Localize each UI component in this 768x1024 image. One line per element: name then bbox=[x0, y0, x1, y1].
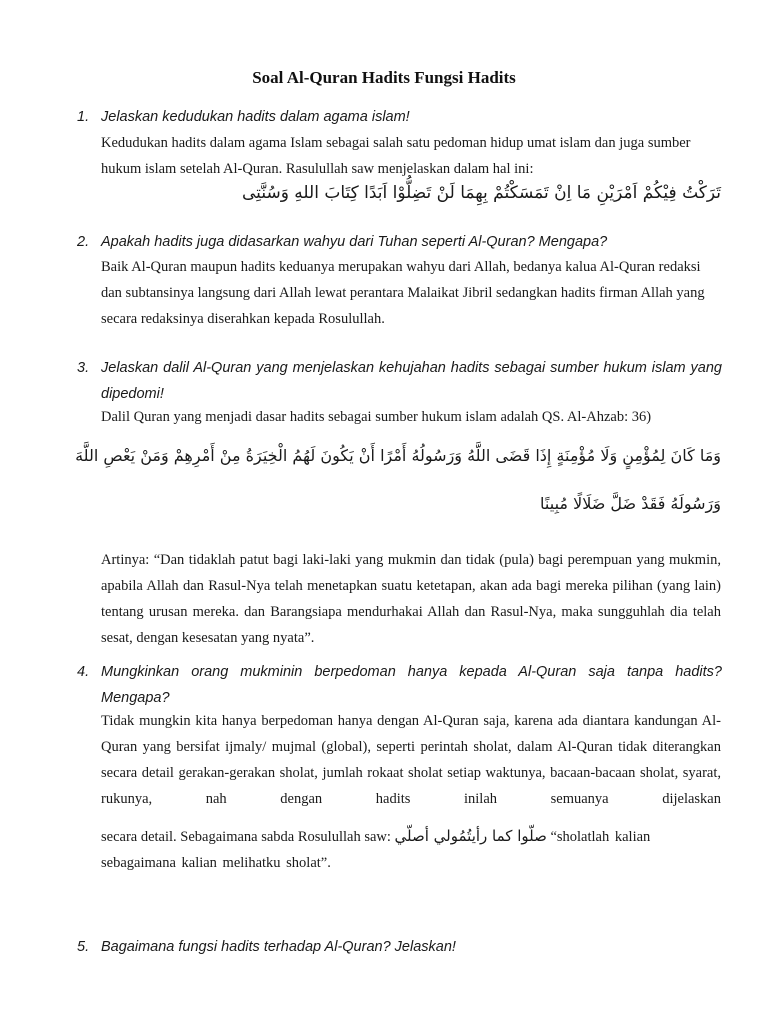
question-text: Bagaimana fungsi hadits terhadap Al-Quran? Jelaskan! bbox=[101, 939, 456, 955]
hadith-arabic-1: تَرَكْتُ فِيْكُمْ اَمْرَيْنِ مَا اِنْ تَمَسَكْتُمْ بِهِمَا لَنْ تَضِلُّوْا اَبَدًا كِتَابَ اللهِ وَسُنَّتِى bbox=[242, 183, 721, 203]
question-number: 3. bbox=[77, 360, 90, 376]
answer-3: Dalil Quran yang menjadi dasar hadits sebagai sumber hukum islam adalah QS. Al-Ahzab: 36) bbox=[101, 409, 652, 425]
document-title: Soal Al-Quran Hadits Fungsi Hadits bbox=[252, 68, 516, 87]
question-number: 4. bbox=[77, 664, 90, 680]
question-text: Mungkinkan orang mukminin berpedoman hanya kepada Al-Quran saja tanpa hadits? Mengapa? bbox=[101, 664, 722, 706]
answer-4: Tidak mungkin kita hanya berpedoman hanya dengan Al-Quran saja, karena ada diantara kandungan Al-Quran yang bersifat ijmaly/ mujmal (global), seperti perintah sholat, dalam Al-Quran tidak diterangkan secara detail gerakan-gerakan sholat, jumlah rokaat sholat setiap waktunya, bacaan-bacaan sholat, syarat, rukunya, nah dengan hadits inilah semuanya dijelaskan bbox=[101, 713, 721, 807]
question-5 bbox=[77, 934, 722, 960]
translation-3: Artinya: “Dan tidaklah patut bagi laki-laki yang mukmin dan tidak (pula) bagi perempuan yang mukmin, apabila Allah dan Rasul-Nya telah menetapkan suatu ketetapan, akan ada bagi mereka pilihan (yang lain) tentang urusan mereka. dan Barangsiapa mendurhakai Allah dan Rasul-Nya, maka sungguhlah dia telah sesat, dengan kesesatan yang nyata”. bbox=[101, 552, 721, 646]
question-number: 5. bbox=[77, 939, 90, 955]
answer-2: Baik Al-Quran maupun hadits keduanya merupakan wahyu dari Allah, bedanya kalua Al-Quran redaksi dan subtansinya langsung dari Allah lewat perantara Malaikat Jibril sedangkan hadits firman Allah yang secara redaksinya diserahkan kepada Rosulullah. bbox=[101, 259, 705, 327]
question-1 bbox=[77, 104, 722, 130]
quran-verse-line-2: وَرَسُولَهُ فَقَدْ ضَلَّ ضَلَالًا مُبِينًا bbox=[540, 494, 721, 513]
question-number: 1. bbox=[77, 109, 90, 125]
answer-4-prefix: secara detail. Sebagaimana sabda Rosulullah saw: bbox=[101, 829, 391, 845]
hadith-arabic-4: صلّوا كما رأيتُمُولي أصلّي bbox=[394, 827, 547, 845]
question-text: Jelaskan dalil Al-Quran yang menjelaskan kehujahan hadits sebagai sumber hukum islam yang dipedomi! bbox=[101, 360, 722, 402]
question-2 bbox=[77, 229, 722, 255]
answer-1: Kedudukan hadits dalam agama Islam sebagai salah satu pedoman hidup umat islam dan juga sumber hukum islam setelah Al-Quran. Rasulullah saw menjelaskan dalam hal ini: bbox=[101, 135, 691, 177]
answer-4-continued bbox=[101, 823, 721, 876]
question-text: Jelaskan kedudukan hadits dalam agama islam! bbox=[101, 109, 410, 125]
question-number: 2. bbox=[77, 234, 90, 250]
answer-4-suffix: “sholatlah kalian sebagaimana kalian melihatku sholat”. bbox=[101, 829, 651, 871]
question-3 bbox=[77, 355, 722, 407]
question-text: Apakah hadits juga didasarkan wahyu dari Tuhan seperti Al-Quran? Mengapa? bbox=[101, 234, 608, 250]
question-4 bbox=[77, 659, 722, 711]
quran-verse-line-1: وَمَا كَانَ لِمُؤْمِنٍ وَلَا مُؤْمِنَةٍ إِذَا قَضَى اللَّهُ وَرَسُولُهُ أَمْرًا أَنْ يَكُونَ لَهُمُ الْخِيَرَةُ مِنْ أَمْرِهِمْ وَمَنْ يَعْصِ اللَّهَ bbox=[75, 446, 721, 465]
